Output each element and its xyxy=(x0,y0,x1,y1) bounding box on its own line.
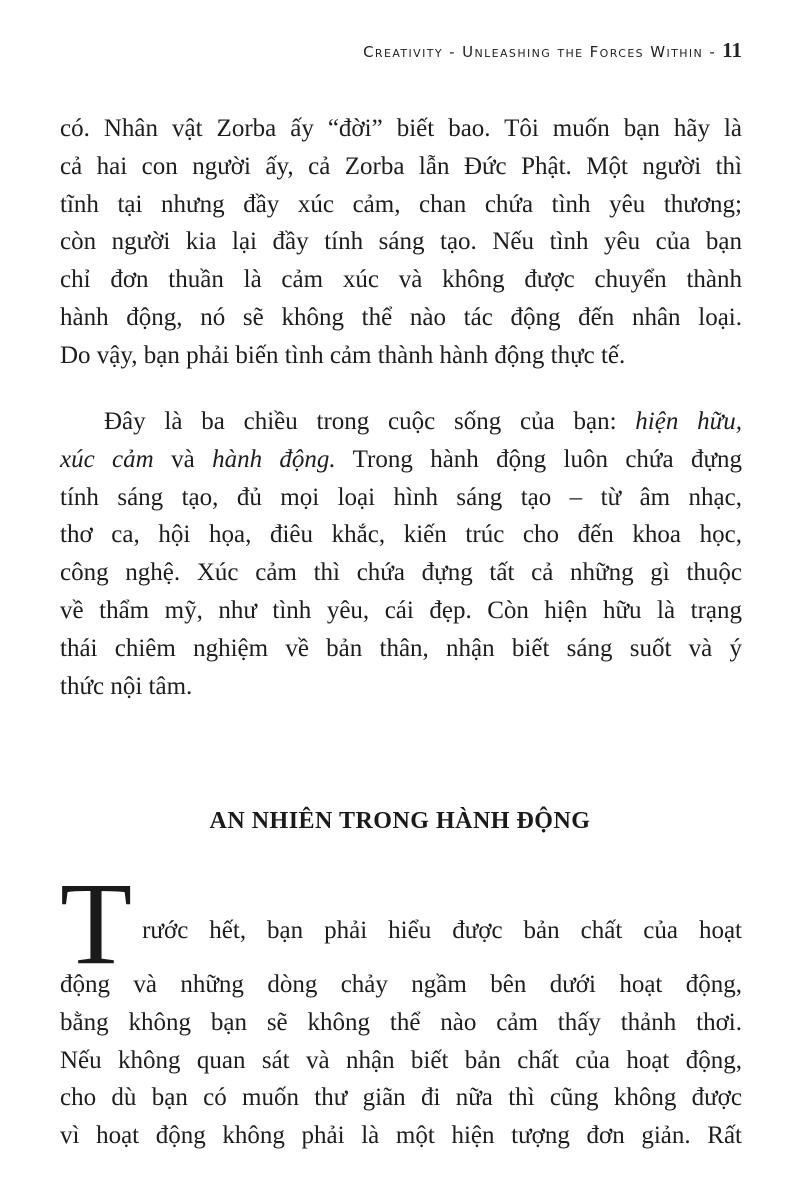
text-fragment: và xyxy=(153,445,213,473)
text-line: tính sáng tạo, đủ mọi loại hình sáng tạo – từ âm nhạc, xyxy=(60,483,742,511)
italic-term: xúc cảm xyxy=(60,445,154,473)
text-line: bằng không bạn sẽ không thể nào cảm thấy thảnh thơi. xyxy=(60,1008,742,1036)
running-header-title: Creativity - Unleashing the Forces Within - xyxy=(363,43,717,61)
text-line: có. Nhân vật Zorba ấy “đời” biết bao. Tôi muốn bạn hãy là xyxy=(60,115,742,142)
italic-term: hành động. xyxy=(212,445,336,473)
italic-term: hiện hữu, xyxy=(635,408,742,435)
paragraph-3 xyxy=(60,858,742,1155)
text-line: vì hoạt động không phải là một hiện tượng đơn giản. Rất xyxy=(60,1122,742,1150)
text-line: chỉ đơn thuần là cảm xúc và không được chuyển thành xyxy=(60,266,742,294)
text-line: còn người kia lại đầy tính sáng tạo. Nếu tình yêu của bạn xyxy=(60,228,742,256)
running-header xyxy=(363,38,742,63)
text-line: về thẩm mỹ, như tình yêu, cái đẹp. Còn hiện hữu là trạng xyxy=(60,596,742,624)
paragraph-1 xyxy=(60,110,742,375)
text-line: động và những dòng chảy ngầm bên dưới hoạt động, xyxy=(60,971,742,998)
text-line: hành động, nó sẽ không thể nào tác động đến nhân loại. xyxy=(60,303,742,331)
text-line: rước hết, bạn phải hiểu được bản chất của hoạt xyxy=(142,916,742,944)
text-line xyxy=(60,403,742,441)
page-number: 11 xyxy=(722,38,742,62)
text-line: cho dù bạn có muốn thư giãn đi nữa thì cũng không được xyxy=(60,1084,742,1112)
text-line: tĩnh tại nhưng đầy xúc cảm, chan chứa tình yêu thương; xyxy=(60,190,742,218)
text-line: thức nội tâm. xyxy=(60,672,193,700)
text-line xyxy=(60,441,742,479)
text-line: công nghệ. Xúc cảm thì chứa đựng tất cả những gì thuộc xyxy=(60,559,742,587)
drop-cap-spacer xyxy=(60,874,742,912)
paragraph-2 xyxy=(60,403,742,705)
text-fragment: Trong hành động luôn chứa đựng xyxy=(335,445,742,473)
text-fragment: Đây là ba chiều trong cuộc sống của bạn: xyxy=(104,408,636,435)
text-line: Do vậy, bạn phải biến tình cảm thành hành động thực tế. xyxy=(60,341,626,369)
section-heading: AN NHIÊN TRONG HÀNH ĐỘNG xyxy=(209,808,591,834)
text-line: thơ ca, hội họa, điêu khắc, kiến trúc cho đến khoa học, xyxy=(60,521,742,549)
text-line: thái chiêm nghiệm về bản thân, nhận biết sáng suốt và ý xyxy=(60,634,742,662)
text-line: Nếu không quan sát và nhận biết bản chất của hoạt động, xyxy=(60,1046,742,1074)
drop-cap: T xyxy=(60,858,133,989)
text-line: cả hai con người ấy, cả Zorba lẫn Đức Phật. Một người thì xyxy=(60,152,742,180)
